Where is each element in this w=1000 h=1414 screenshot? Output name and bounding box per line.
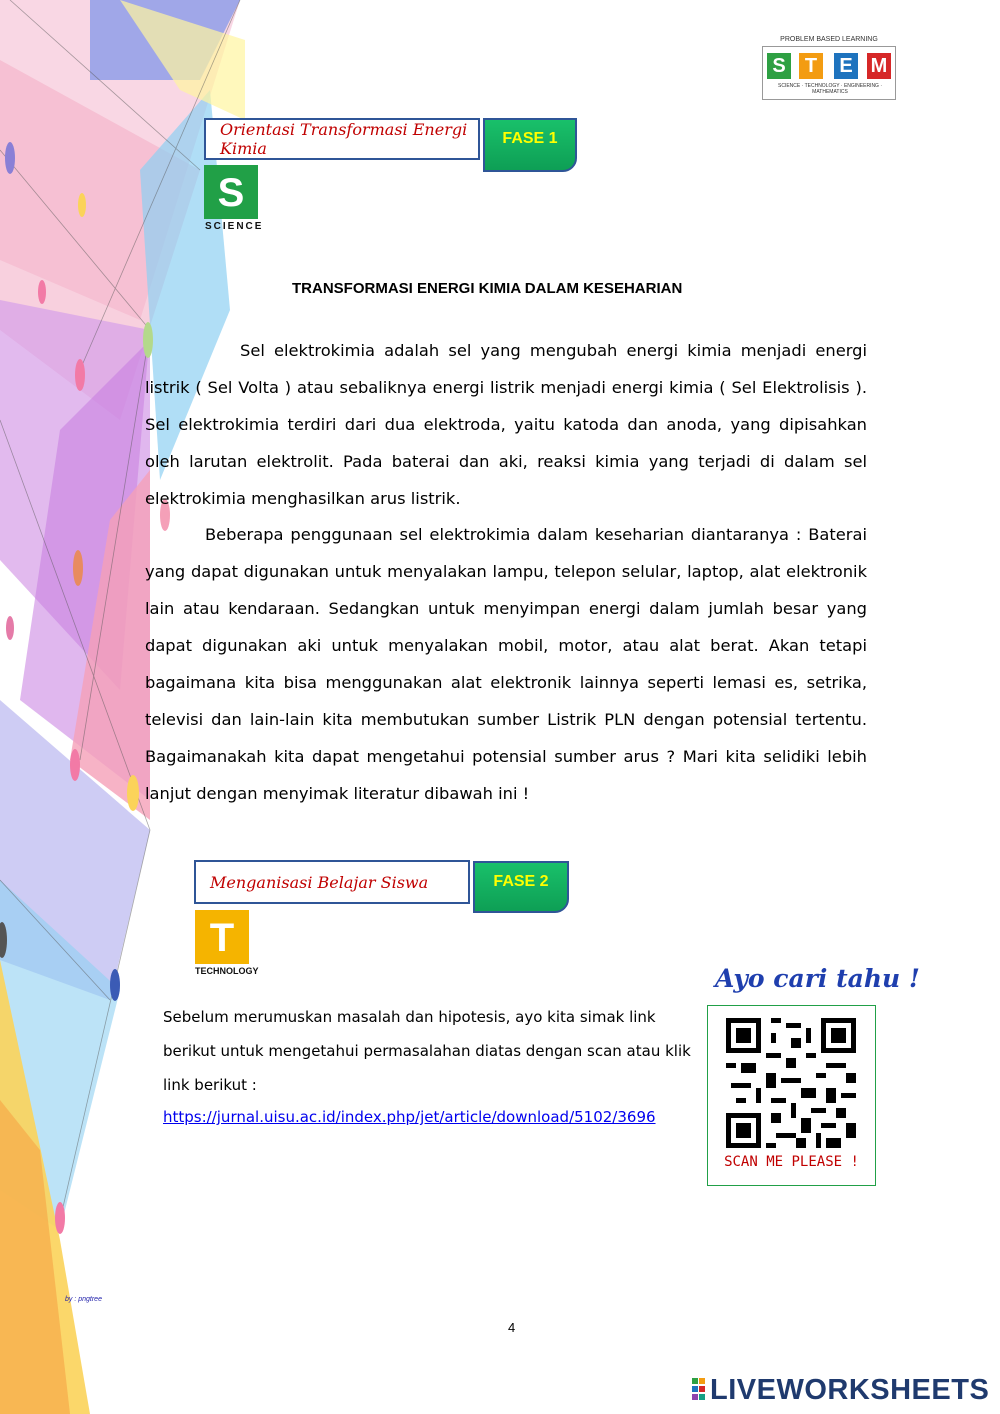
science-icon-label: SCIENCE <box>205 221 264 232</box>
stem-logo-top-text: PROBLEM BASED LEARNING <box>780 36 878 43</box>
paragraph-1: Sel elektrokimia adalah sel yang mengubah energi kimia menjadi energi listrik ( Sel Volta ) atau sebaliknya energi listrik menjadi energi kimia ( Sel Elektrolisis ). Sel elektrokimia terdiri dari dua elektroda, yaitu katoda dan anoda, yang dipisahkan oleh larutan elektrolit. Pada baterai dan aki, reaksi kimia yang terjadi di dalam sel elektrokimia menghasilkan arus listrik. <box>145 341 867 508</box>
liveworksheets-brand[interactable]: LIVEWORKSHEETS <box>710 1374 990 1406</box>
paragraph-2: Beberapa penggunaan sel elektrokimia dalam keseharian diantaranya : Baterai yang dapat digunakan untuk menyalakan lampu, telepon selular, laptop, alat elektronik lain atau kendaraan. Sedangkan untuk menyimpan energi dalam jumlah besar yang dapat digunakan aki untuk menyalakan mobil, motor, atau alat berat. Akan tetapi bagaimana kita bisa menggunakan alat elektronik lainnya seperti lemasi es, setrika, televisi dan lain-lain kita membutukan sumber Listrik PLN dengan potensial tertentu. Bagaimanakah kita dapat mengetahui potensial sumber arus ? Mari kita selidiki lebih lanjut dengan menyimak literatur dibawah ini ! <box>145 525 867 803</box>
phase2-title-box: Menganisasi Belajar Siswa <box>194 860 470 904</box>
article-link[interactable]: https://jurnal.uisu.ac.id/index.php/jet/article/download/5102/3696 <box>163 1108 656 1126</box>
stem-letter-t: T <box>799 53 823 79</box>
scan-me-label: SCAN ME PLEASE ! <box>724 1154 859 1170</box>
ayo-cari-tahu-title: Ayo cari tahu ! <box>715 964 920 993</box>
section-heading: TRANSFORMASI ENERGI KIMIA DALAM KESEHARIAN <box>292 280 683 297</box>
phase1-badge: FASE 1 <box>483 118 577 172</box>
page-number: 4 <box>508 1320 516 1335</box>
qr-code-frame[interactable] <box>707 1005 876 1186</box>
technology-icon-label: TECHNOLOGY <box>195 966 259 976</box>
technology-icon: T <box>195 910 249 964</box>
stem-logo <box>762 36 896 102</box>
phase1-title-box: Orientasi Transformasi Energi Kimia <box>204 118 480 160</box>
stem-letter-m: M <box>867 53 891 79</box>
stem-logo-subtitle: SCIENCE · TECHNOLOGY · ENGINEERING · MATHEMATICS <box>778 83 882 95</box>
instruction-text: Sebelum merumuskan masalah dan hipotesis, ayo kita simak link berikut untuk mengetahui permasalahan diatas dengan scan atau klik link berikut : <box>163 1008 691 1094</box>
phase2-badge: FASE 2 <box>473 861 569 913</box>
stem-letter-s: S <box>767 53 791 79</box>
image-credit: by : pngtree <box>65 1296 102 1303</box>
qr-code-icon <box>726 1018 856 1148</box>
liveworksheets-logo-icon <box>692 1378 706 1402</box>
stem-logo-box <box>762 46 896 100</box>
science-icon: S <box>204 165 258 219</box>
stem-letter-e: E <box>834 53 858 79</box>
